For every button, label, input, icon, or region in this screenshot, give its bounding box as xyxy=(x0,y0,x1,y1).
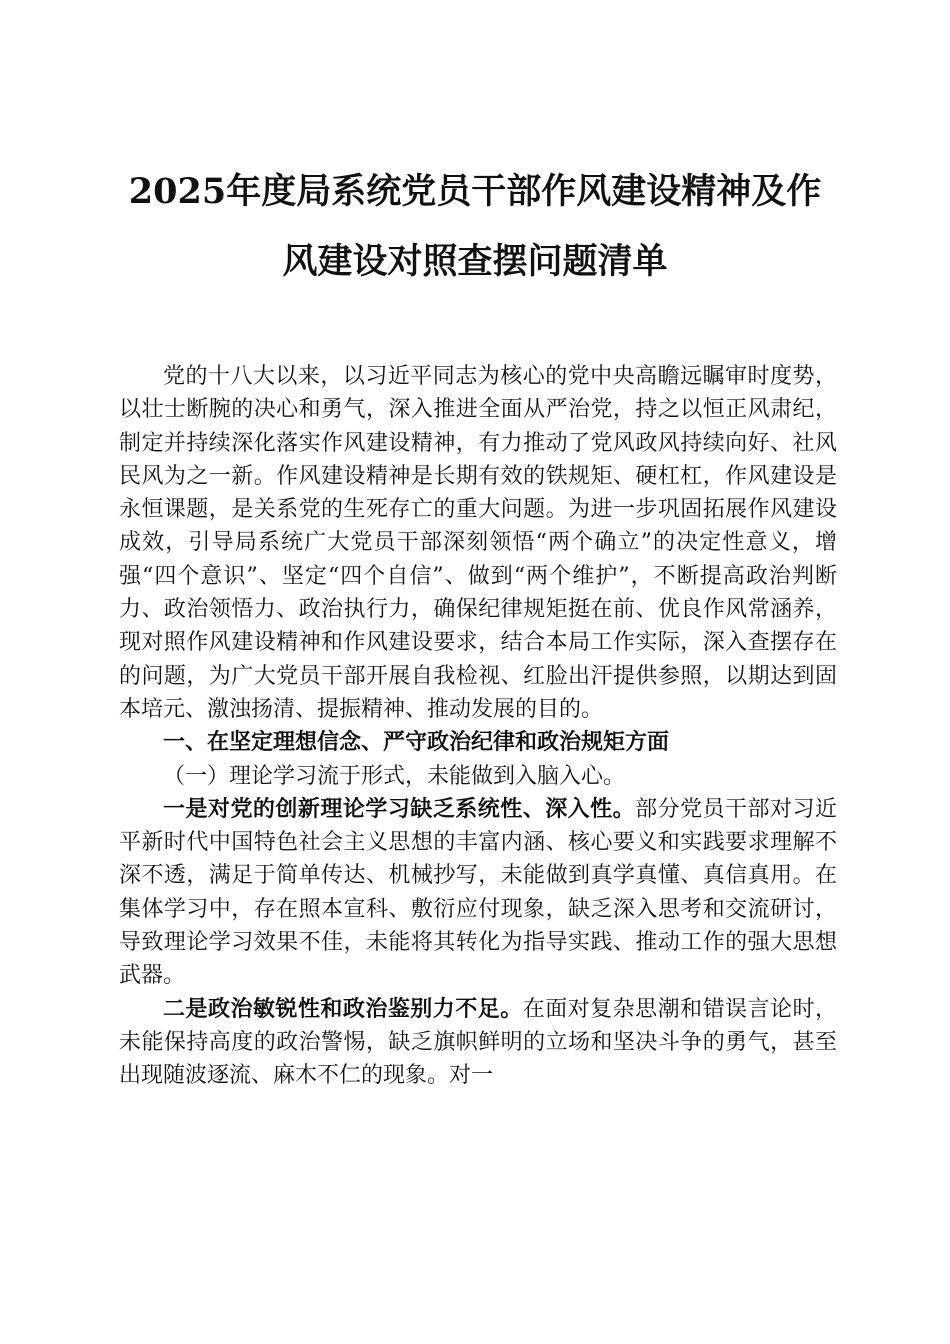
item-2-text: 在面对复杂思潮和错误言论时，未能保持高度的政治警惕，缺乏旗帜鲜明的立场和坚决斗争的勇气，甚至出现随波逐流、麻木不仁的现象。对一 xyxy=(119,996,837,1089)
item-1-paragraph xyxy=(119,793,837,993)
intro-paragraph: 党的十八大以来，以习近平同志为核心的党中央高瞻远瞩审时度势，以壮士断腕的决心和勇气，深入推进全面从严治党，持之以恒正风肃纪，制定并持续深化落实作风建设精神，有力推动了党风政风持续向好、社风民风为之一新。作风建设精神是长期有效的铁规矩、硬杠杠，作风建设是永恒课题，是关系党的生死存亡的重大问题。为进一步巩固拓展作风建设成效，引导局系统广大党员干部深刻领悟“两个确立”的决定性意义，增强“四个意识”、坚定“四个自信”、做到“两个维护”，不断提高政治判断力、政治领悟力、政治执行力，确保纪律规矩挺在前、优良作风常涵养，现对照作风建设精神和作风建设要求，结合本局工作实际，深入查摆存在的问题，为广大党员干部开展自我检视、红脸出汗提供参照，以期达到固本培元、激浊扬清、提振精神、推动发展的目的。 xyxy=(119,364,837,722)
document-title-line-2: 风建设对照查摆问题清单 xyxy=(282,241,668,282)
document-body xyxy=(119,360,837,1093)
section-heading-1: 一、在坚定理想信念、严守政治纪律和政治规矩方面 xyxy=(163,730,670,756)
document-title-line-1: 2025年度局系统党员干部作风建设精神及作 xyxy=(128,171,822,212)
item-2-paragraph xyxy=(119,993,837,1093)
item-1-lead: 一是对党的创新理论学习缺乏系统性、深入性。 xyxy=(163,795,636,822)
subsection-heading-1: （一）理论学习流于形式，未能做到入脑入心。 xyxy=(163,763,626,789)
item-2-lead: 二是政治敏锐性和政治鉴别力不足。 xyxy=(163,995,523,1022)
item-1-text: 部分党员干部对习近平新时代中国特色社会主义思想的丰富内涵、核心要义和实践要求理解不深不透，满足于简单传达、机械抄写，未能做到真学真懂、真信真用。在集体学习中，存在照本宣科、敷衍应付现象，缺乏深入思考和交流研讨，导致理论学习效果不佳，未能将其转化为指导实践、推动工作的强大思想武器。 xyxy=(119,796,837,989)
